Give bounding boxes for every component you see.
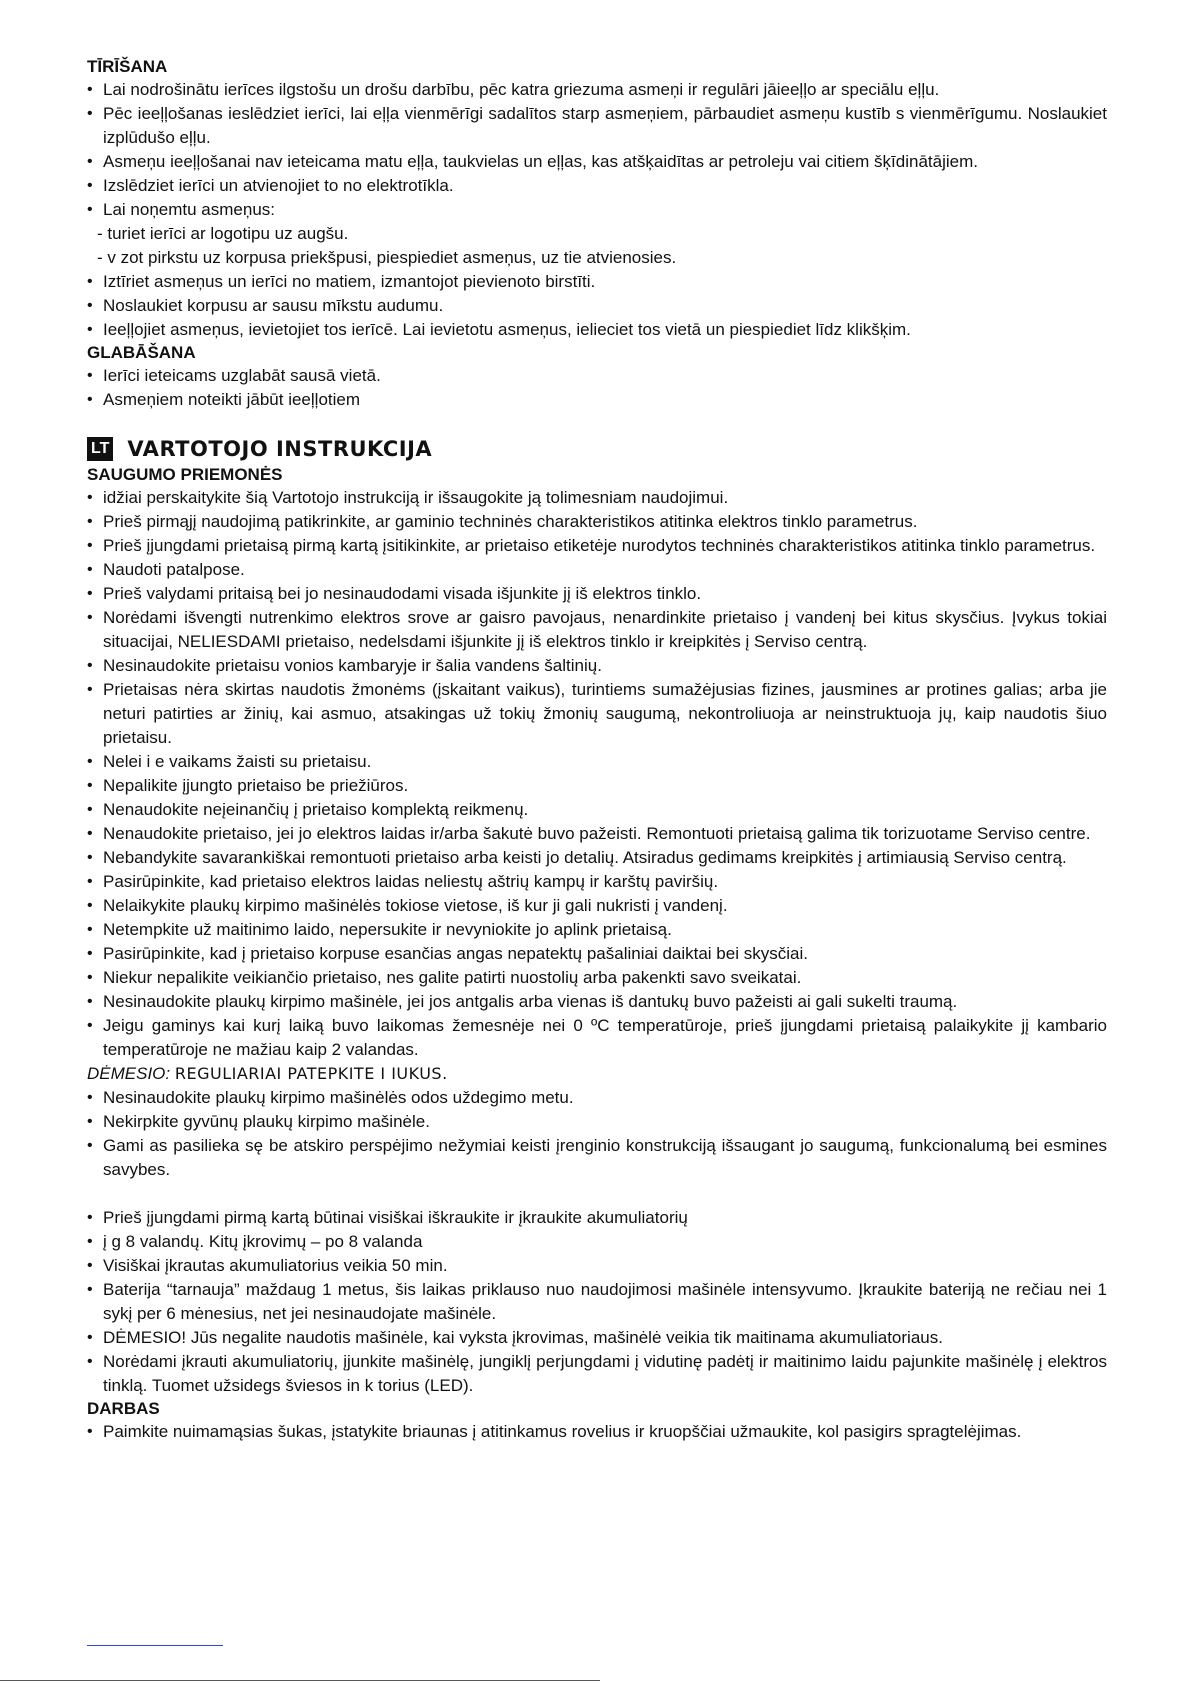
list-item: • Pasirūpinkite, kad prietaiso elektros laidas neliestų aštrių kampų ir karštų paviršių. — [87, 870, 1107, 894]
section-title-work: DARBAS — [87, 1399, 160, 1418]
list-item: • Pēc ieeļļošanas ieslēdziet ierīci, lai eļļa vienmērīgi sadalītos starp asmeņiem, pārbaudiet asmeņu kustīb s vienmērīgumu. Noslaukiet izplūdušo eļļu. — [87, 102, 1107, 150]
charging-list — [87, 1206, 1107, 1398]
list-item: • Jeigu gaminys kai kurį laiką buvo laikomas žemesnėje nei 0 ºC temperatūroje, prieš įjungdami prietaisą palaikykite jį kambario temperatūroje ne mažiau kaip 2 valandas. — [87, 1014, 1107, 1062]
work-list — [87, 1420, 1107, 1444]
section-title-safety: SAUGUMO PRIEMONĖS — [87, 465, 283, 484]
list-item: • Prieš įjungdami pirmą kartą būtinai visiškai iškraukite ir įkraukite akumuliatorių — [87, 1206, 1107, 1230]
list-item: • Asmeņiem noteikti jābūt ieeļļotiem — [87, 388, 1107, 412]
list-item: • Nenaudokite neįeinančių į prietaiso komplektą reikmenų. — [87, 798, 1107, 822]
list-item: • Visiškai įkrautas akumuliatorius veikia 50 min. — [87, 1254, 1107, 1278]
list-item: • idžiai perskaitykite šią Vartotojo instrukciją ir išsaugokite ją tolimesniam naudojimui. — [87, 486, 1107, 510]
warning-text: REGULIARIAI PATEPKITE I IUKUS. — [174, 1064, 448, 1083]
sub-list-item: - turiet ierīci ar logotipu uz augšu. — [97, 224, 349, 243]
list-item: • Nebandykite savarankiškai remontuoti prietaiso arba keisti jo detalių. Atsiradus gedimams kreipkitės į artimiausią Serviso centrą. — [87, 846, 1107, 870]
list-item: • Nelei i e vaikams žaisti su prietaisu. — [87, 750, 1107, 774]
spacer — [87, 1182, 1107, 1206]
list-item: • Niekur nepalikite veikiančio prietaiso, nes galite patirti nuostolių arba pakenkti savo sveikatai. — [87, 966, 1107, 990]
list-item: • Netempkite už maitinimo laido, nepersukite ir nevyniokite jo aplink prietaisą. — [87, 918, 1107, 942]
list-item: • Ieeļļojiet asmeņus, ievietojiet tos ierīcē. Lai ievietotu asmeņus, ielieciet tos vietā un piespiediet līdz klikšķim. — [87, 318, 1107, 342]
safety-list — [87, 486, 1107, 1062]
list-item: • Paimkite nuimamąsias šukas, įstatykite briaunas į atitinkamus rovelius ir kruopščiai užmaukite, kol pasigirs spragtelėjimas. — [87, 1420, 1107, 1444]
list-item: • Nelaikykite plaukų kirpimo mašinėlės tokiose vietose, iš kur ji gali nukristi į vandenį. — [87, 894, 1107, 918]
warning-line — [87, 1062, 1107, 1086]
list-item: • Asmeņu ieeļļošanai nav ieteicama matu eļļa, taukvielas un eļļas, kas atšķaidītas ar petroleju vai citiem šķīdinātājiem. — [87, 150, 1107, 174]
list-item: • DĖMESIO! Jūs negalite naudotis mašinėle, kai vyksta įkrovimas, mašinėlė veikia tik maitinama akumuliatoriaus. — [87, 1326, 1107, 1350]
list-item: • Lai nodrošinātu ierīces ilgstošu un drošu darbību, pēc katra griezuma asmeņi ir regulāri jāieeļļo ar speciālu eļļu. — [87, 78, 1107, 102]
cleaning-list — [87, 78, 1107, 222]
safety-list-continued — [87, 1086, 1107, 1182]
list-item: • Prieš pirmąjį naudojimą patikrinkite, ar gaminio techninės charakteristikos atitinka elektros tinklo parametrus. — [87, 510, 1107, 534]
list-item: • Prietaisas nėra skirtas naudotis žmonėms (įskaitant vaikus), turintiems sumažėjusias fizines, jausmines ar protines galias; arba jie neturi patirties ar žinių, kai asmuo, atsakingas už tokių žmonių saugumą, nekontroliuoja ar neinstruktuoja jų, kaip naudotis šiuo prietaisu. — [87, 678, 1107, 750]
list-item: • Prieš įjungdami prietaisą pirmą kartą įsitikinkite, ar prietaiso etiketėje nurodytos techninės charakteristikos atitinka tinklo parametrus. — [87, 534, 1107, 558]
section-title-cleaning: TĪRĪŠANA — [87, 57, 168, 76]
list-item: • Prieš valydami pritaisą bei jo nesinaudodami visada išjunkite jį iš elektros tinklo. — [87, 582, 1107, 606]
list-item: • Nenaudokite prietaiso, jei jo elektros laidas ir/arba šakutė buvo pažeisti. Remontuoti prietaisą galima tik torizuotame Serviso centre. — [87, 822, 1107, 846]
document-page — [87, 56, 1107, 1444]
list-item: • Pasirūpinkite, kad į prietaiso korpuse esančias angas nepatektų pašaliniai daiktai bei skysčiai. — [87, 942, 1107, 966]
list-item: • Izslēdziet ierīci un atvienojiet to no elektrotīkla. — [87, 174, 1107, 198]
list-item: • Norėdami išvengti nutrenkimo elektros srove ar gaisro pavojaus, nenardinkite prietaiso į vandenį bei kitus skysčius. Įvykus tokiai situacijai, NELIESDAMI prietaiso, nedelsdami išjunkite jį iš elektros tinklo ir kreipkitės į Serviso centrą. — [87, 606, 1107, 654]
list-item: • Baterija “tarnauja” maždaug 1 metus, šis laikas priklauso nuo naudojimosi mašinėle intensyvumo. Įkraukite bateriją ne rečiau nei 1 sykį per 6 mėnesius, net jei nesinaudojate mašinėle. — [87, 1278, 1107, 1326]
warning-label: DĖMESIO: — [87, 1064, 171, 1083]
list-item: • Ierīci ieteicams uzglabāt sausā vietā. — [87, 364, 1107, 388]
storage-list — [87, 364, 1107, 412]
list-item: • Nesinaudokite prietaisu vonios kambaryje ir šalia vandens šaltinių. — [87, 654, 1107, 678]
section-title-storage: GLABĀŠANA — [87, 343, 196, 362]
list-item: • Norėdami įkrauti akumuliatorių, įjunkite mašinėlę, jungiklį perjungdami į vidutinę padėtį ir maitinimo laidu pajunkite mašinėlę į elektros tinklą. Tuomet užsidegs šviesos in k torius (LED). — [87, 1350, 1107, 1398]
sub-list-item: - v zot pirkstu uz korpusa priekšpusi, piespiediet asmeņus, uz tie atvienosies. — [97, 248, 677, 267]
list-item: • Lai noņemtu asmeņus: — [87, 198, 1107, 222]
list-item: • Nesinaudokite plaukų kirpimo mašinėlės odos uždegimo metu. — [87, 1086, 1107, 1110]
manual-title: VARTOTOJO INSTRUKCIJA — [127, 437, 433, 461]
language-badge: LT — [87, 437, 113, 461]
page-bottom-rule — [0, 1680, 600, 1681]
footnote-divider — [87, 1645, 223, 1646]
list-item: • Gami as pasilieka sę be atskiro perspėjimo nežymiai keisti įrenginio konstrukciją išsaugant jo saugumą, funkcionalumą bei esmines savybes. — [87, 1134, 1107, 1182]
list-item: • Iztīriet asmeņus un ierīci no matiem, izmantojot pievienoto birstīti. — [87, 270, 1107, 294]
list-item: • Nesinaudokite plaukų kirpimo mašinėle, jei jos antgalis arba vienas iš dantukų buvo pažeisti ai gali sukelti traumą. — [87, 990, 1107, 1014]
list-item: • Noslaukiet korpusu ar sausu mīkstu audumu. — [87, 294, 1107, 318]
cleaning-list-continued — [87, 270, 1107, 342]
list-item: • Nekirpkite gyvūnų plaukų kirpimo mašinėle. — [87, 1110, 1107, 1134]
list-item: • į g 8 valandų. Kitų įkrovimų – po 8 valanda — [87, 1230, 1107, 1254]
list-item: • Naudoti patalpose. — [87, 558, 1107, 582]
language-section-header — [87, 434, 1107, 464]
list-item: • Nepalikite įjungto prietaiso be priežiūros. — [87, 774, 1107, 798]
